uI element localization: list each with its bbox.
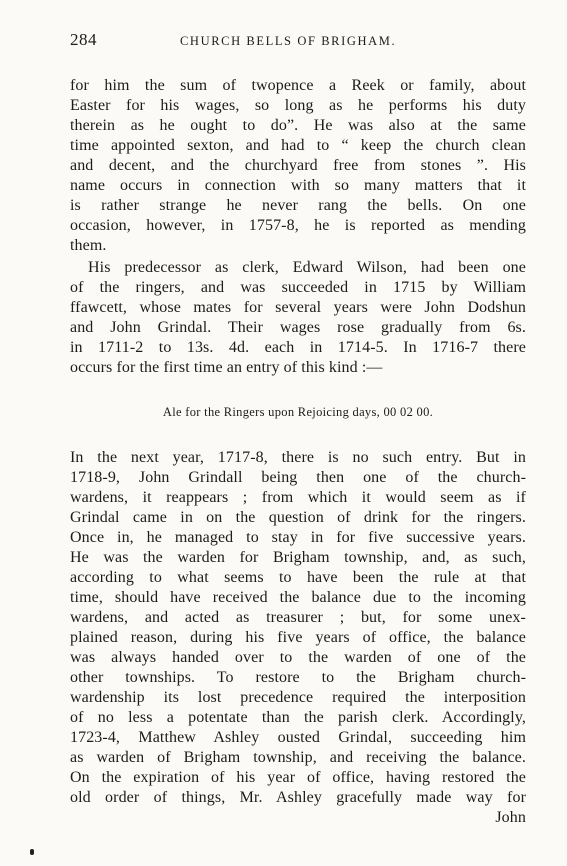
- text-line: wardens, it reappears ; from which it would seem as if: [70, 489, 526, 506]
- text-line: time appointed sexton, and had to “ keep the church clean: [70, 137, 526, 154]
- text-line: was always handed over to the warden of one of the: [70, 649, 526, 666]
- text-line: occasion, however, in 1757-8, he is reported as mending: [70, 217, 526, 234]
- text-line: wardenship its lost precedence required the interposition: [70, 689, 526, 706]
- text-line: name occurs in connection with so many matters that it: [70, 177, 526, 194]
- text-line: On the expiration of his year of office, having restored the: [70, 769, 526, 786]
- catchword: John: [495, 809, 526, 826]
- text-line: according to what seems to have been the rule at that: [70, 569, 526, 586]
- text-line: as warden of Brigham township, and receiving the balance.: [70, 749, 526, 766]
- text-line: 1723-4, Matthew Ashley ousted Grindal, succeeding him: [70, 729, 526, 746]
- text-line: and John Grindal. Their wages rose gradually from 6s.: [70, 319, 526, 336]
- text-line: other townships. To restore to the Brigham church-: [70, 669, 526, 686]
- text-line: Once in, he managed to stay in for five successive years.: [70, 529, 526, 546]
- quoted-entry: Ale for the Ringers upon Rejoicing days, 00 02 00.: [162, 405, 434, 419]
- text-line: In the next year, 1717-8, there is no such entry. But in: [70, 449, 526, 466]
- running-head: CHURCH BELLS OF BRIGHAM.: [180, 34, 397, 48]
- text-line: plained reason, during his five years of office, the balance: [70, 629, 526, 646]
- text-line: Grindal came in on the question of drink for the ringers.: [70, 509, 526, 526]
- paragraph-1: [70, 76, 526, 256]
- paragraph-2: [70, 258, 526, 378]
- page-header: [70, 30, 510, 54]
- text-line: occurs for the first time an entry of this kind :—: [70, 359, 383, 376]
- text-line: wardens, and acted as treasurer ; but, for some unex-: [70, 609, 526, 626]
- text-line: His predecessor as clerk, Edward Wilson, had been one: [88, 259, 526, 276]
- text-line: them.: [70, 237, 107, 254]
- text-line: and decent, and the churchyard free from stones ”. His: [70, 157, 526, 174]
- text-line: therein as he ought to do”. He was also at the same: [70, 117, 526, 134]
- text-line: time, should have received the balance due to the incoming: [70, 589, 526, 606]
- text-line: ffawcett, whose mates for several years were John Dodshun: [70, 299, 526, 316]
- text-line: for him the sum of twopence a Reek or family, about: [70, 77, 526, 94]
- text-line: of the ringers, and was succeeded in 1715 by William: [70, 279, 526, 296]
- text-line: of no less a potentate than the parish clerk. Accordingly,: [70, 709, 526, 726]
- text-line: old order of things, Mr. Ashley gracefully made way for: [70, 789, 526, 806]
- paragraph-3: [70, 448, 526, 828]
- text-line: 1718-9, John Grindall being then one of the church-: [70, 469, 526, 486]
- page-number: 284: [70, 30, 97, 49]
- text-line: is rather strange he never rang the bells. On one: [70, 197, 526, 214]
- text-line: in 1711-2 to 13s. 4d. each in 1714-5. In 1716-7 there: [70, 339, 526, 356]
- ink-speck: [30, 849, 34, 855]
- text-line: Easter for his wages, so long as he performs his duty: [70, 97, 526, 114]
- text-line: He was the warden for Brigham township, and, as such,: [70, 549, 526, 566]
